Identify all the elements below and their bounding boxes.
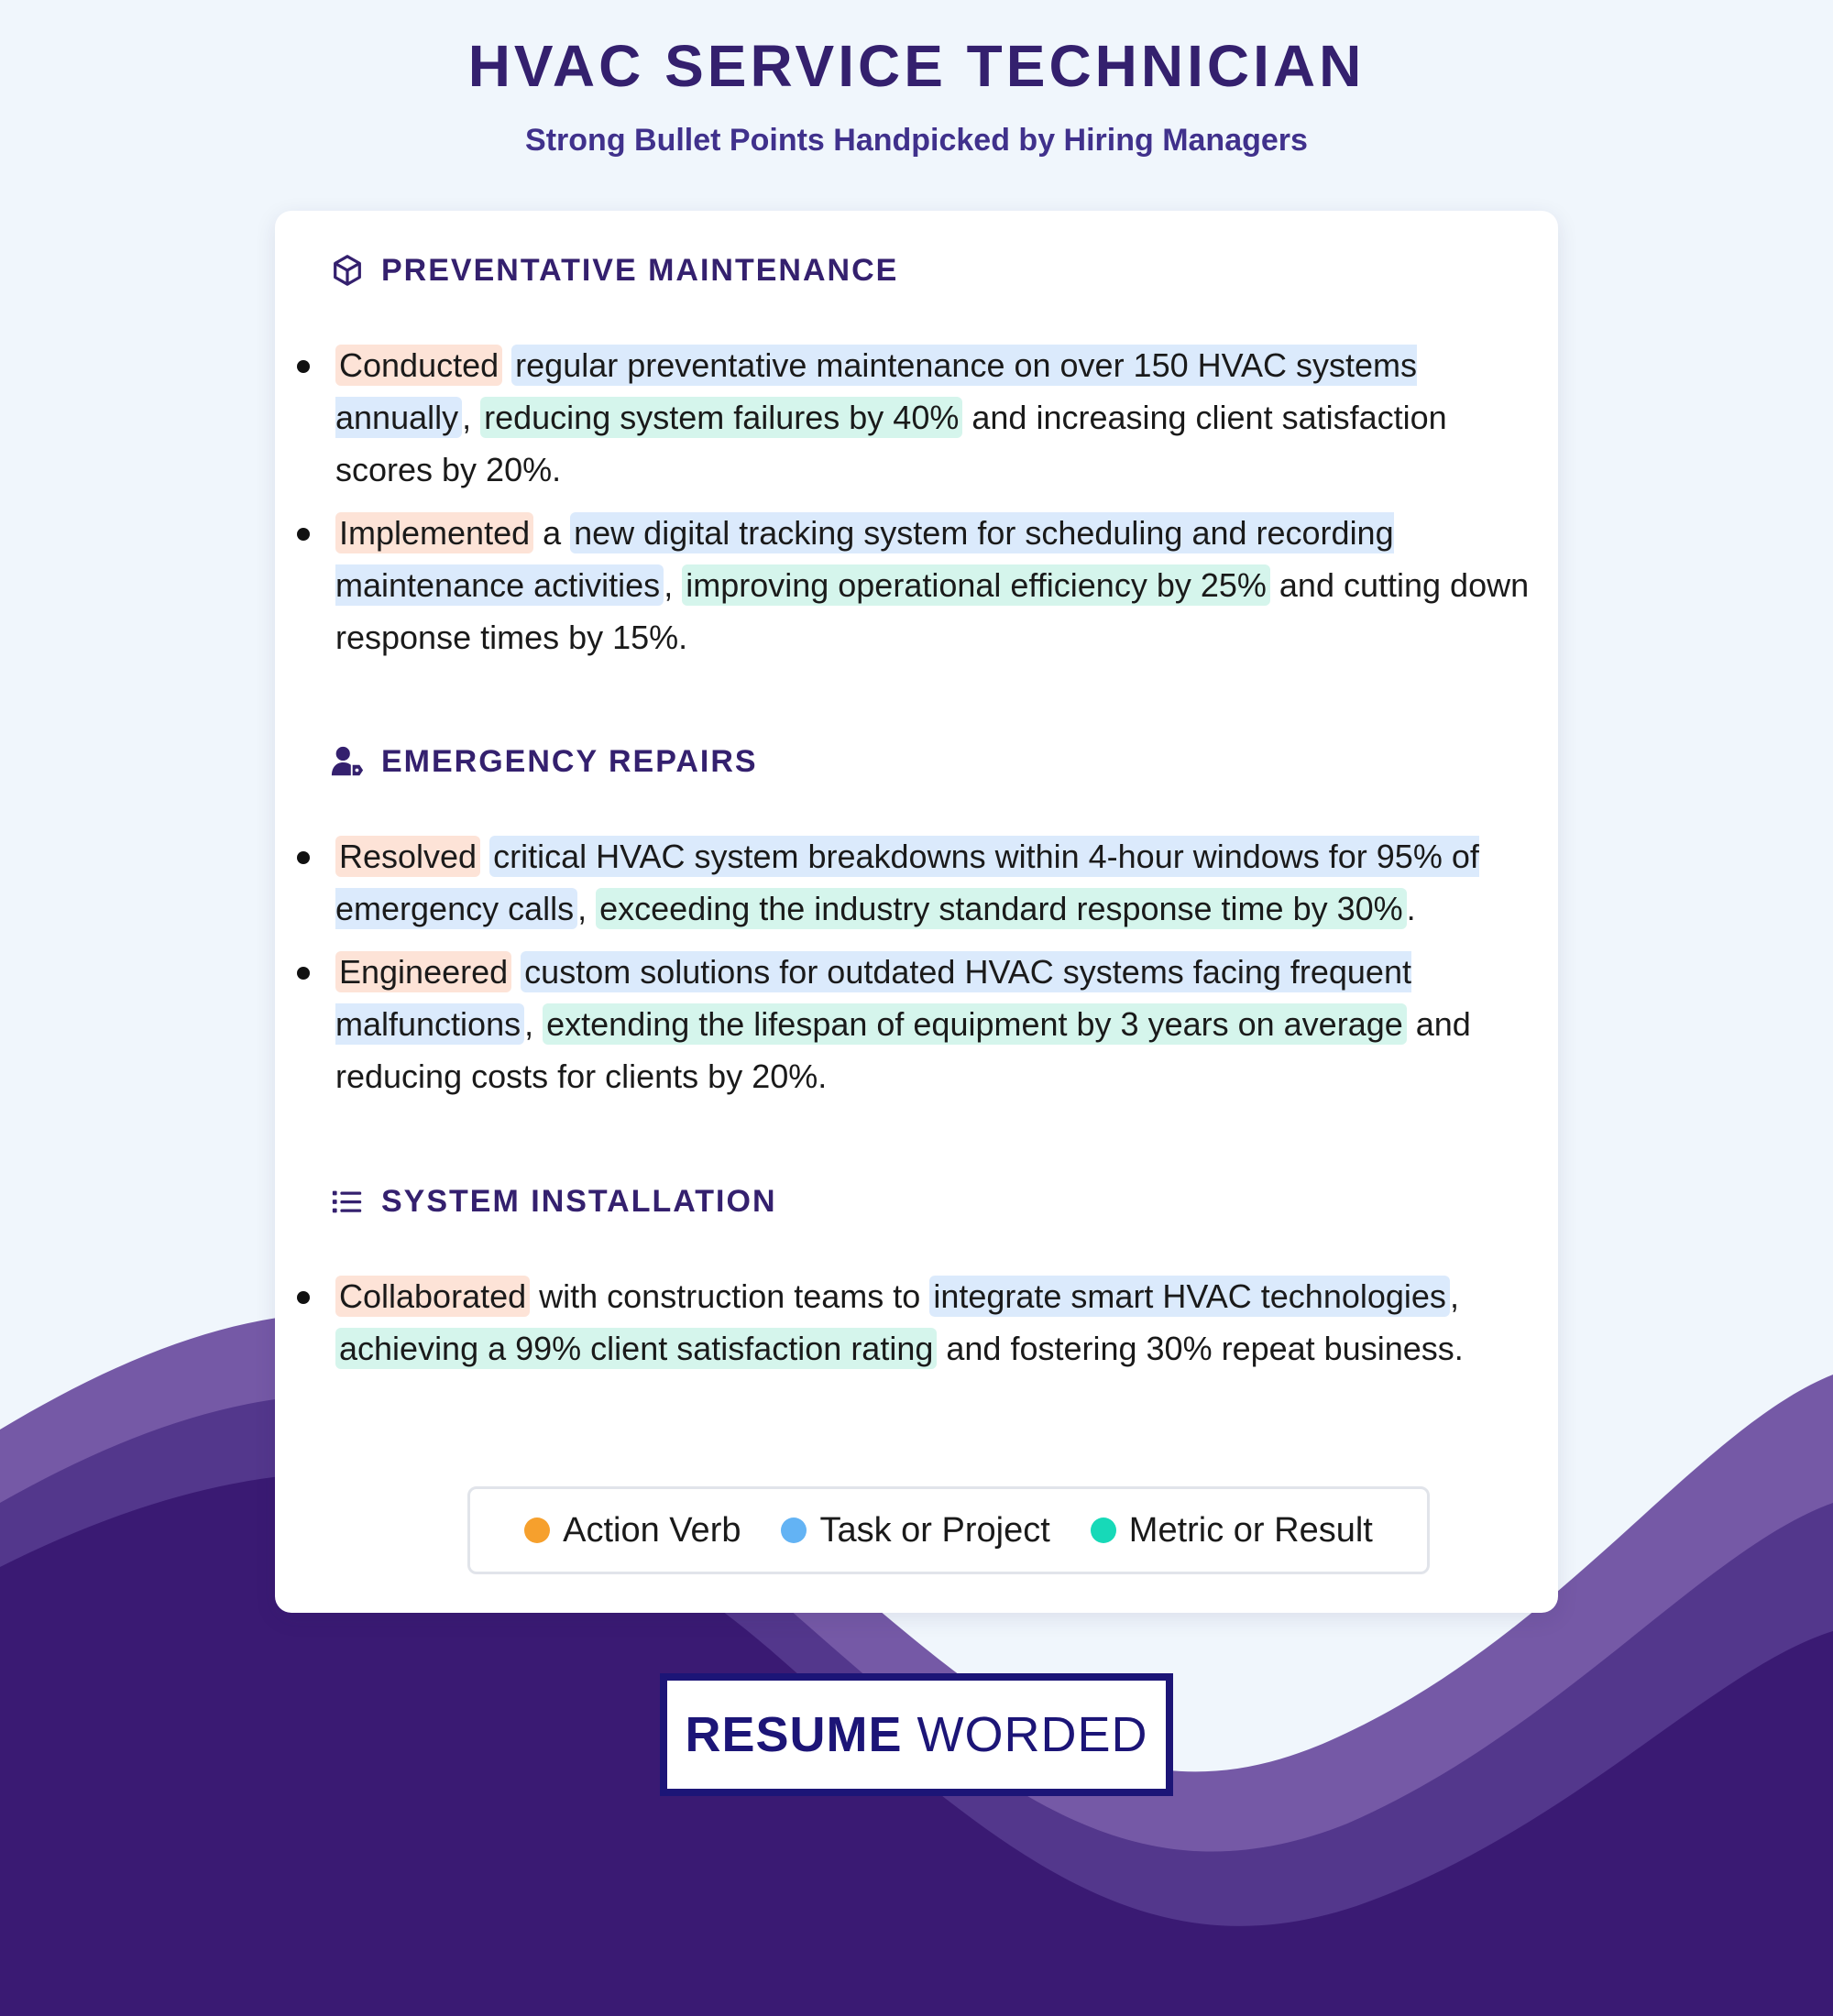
metric-highlight: exceeding the industry standard response time by 30% <box>596 888 1407 929</box>
legend-item-metric-or-result <box>1091 1511 1373 1550</box>
task-highlight: critical HVAC system breakdowns within 4-hour windows for 95% of emergency calls <box>335 838 1479 927</box>
action-verb-highlight: Implemented <box>335 512 533 553</box>
legend <box>467 1486 1430 1574</box>
bullet-text: , <box>577 890 597 927</box>
metric-highlight: reducing system failures by 40% <box>480 397 962 438</box>
bullet-item <box>330 507 1540 663</box>
bullet-text <box>480 838 489 875</box>
section-system-installation <box>330 1178 1540 1386</box>
section-title: PREVENTATIVE MAINTENANCE <box>381 252 899 288</box>
page-subtitle: Strong Bullet Points Handpicked by Hiring Managers <box>525 123 1308 158</box>
bullet-dot <box>297 851 310 864</box>
section-header <box>330 1178 1540 1224</box>
bullet-text <box>511 953 521 991</box>
action-verb-highlight: Conducted <box>335 345 502 386</box>
bullet-text: . <box>1406 890 1416 927</box>
bullet-dot <box>297 528 310 541</box>
bullet-text: , <box>462 399 481 436</box>
bullet-text <box>502 346 511 384</box>
action-verb-highlight: Collaborated <box>335 1276 530 1317</box>
bullet-text: , <box>664 566 683 604</box>
legend-label: Action Verb <box>563 1510 741 1550</box>
bullet-item <box>330 1270 1540 1375</box>
list-icon <box>330 1184 365 1219</box>
task-highlight: integrate smart HVAC technologies <box>929 1276 1450 1317</box>
legend-label: Task or Project <box>819 1510 1050 1550</box>
bullet-dot <box>297 360 310 373</box>
bullet-item <box>330 946 1540 1102</box>
section-title: EMERGENCY REPAIRS <box>381 743 758 779</box>
task-highlight: custom solutions for outdated HVAC systems facing frequent malfunctions <box>335 953 1411 1043</box>
bullet-text: with construction teams to <box>530 1277 930 1315</box>
bullet-item <box>330 339 1540 496</box>
task-highlight: regular preventative maintenance on over 150 HVAC systems annually <box>335 346 1417 436</box>
bullet-dot <box>297 967 310 980</box>
cube-icon <box>330 253 365 288</box>
bullet-list <box>330 1270 1540 1375</box>
page-header <box>0 27 1833 159</box>
bullet-card <box>275 211 1558 1613</box>
section-preventative-maintenance <box>330 247 1540 674</box>
bullet-text: and increasing client satisfaction scores by 20%. <box>335 399 1447 488</box>
metric-highlight: improving operational efficiency by 25% <box>682 564 1270 606</box>
bullet-list <box>330 339 1540 663</box>
page-title: HVAC SERVICE TECHNICIAN <box>467 33 1366 99</box>
bullet-text: and fostering 30% repeat business. <box>937 1330 1464 1367</box>
legend-dot <box>781 1517 807 1543</box>
bullet-item <box>330 830 1540 935</box>
logo-regular-text: WORDED <box>916 1707 1148 1762</box>
metric-highlight: extending the lifespan of equipment by 3 years on average <box>543 1003 1407 1045</box>
legend-label: Metric or Result <box>1128 1510 1373 1550</box>
logo-bold-text: RESUME <box>685 1707 903 1762</box>
legend-dot <box>524 1517 550 1543</box>
bullet-text: , <box>524 1005 543 1043</box>
bullet-text: and reducing costs for clients by 20%. <box>335 1005 1471 1095</box>
section-header <box>330 739 1540 784</box>
bullet-dot <box>297 1291 310 1304</box>
bullet-list <box>330 830 1540 1102</box>
bullet-text: a <box>533 514 571 552</box>
section-emergency-repairs <box>330 739 1540 1113</box>
section-title: SYSTEM INSTALLATION <box>381 1183 777 1219</box>
task-highlight: new digital tracking system for scheduling and recording maintenance activities <box>335 514 1394 604</box>
resume-worded-logo <box>660 1673 1173 1796</box>
legend-item-action-verb <box>524 1511 741 1550</box>
metric-highlight: achieving a 99% client satisfaction rating <box>335 1328 937 1369</box>
bullet-text: and cutting down response times by 15%. <box>335 566 1530 656</box>
legend-dot <box>1091 1517 1116 1543</box>
bullet-text: , <box>1449 1277 1459 1315</box>
action-verb-highlight: Engineered <box>335 951 511 992</box>
section-header <box>330 247 1540 293</box>
user-tag-icon <box>330 744 365 779</box>
legend-item-task-or-project <box>781 1511 1049 1550</box>
action-verb-highlight: Resolved <box>335 836 480 877</box>
